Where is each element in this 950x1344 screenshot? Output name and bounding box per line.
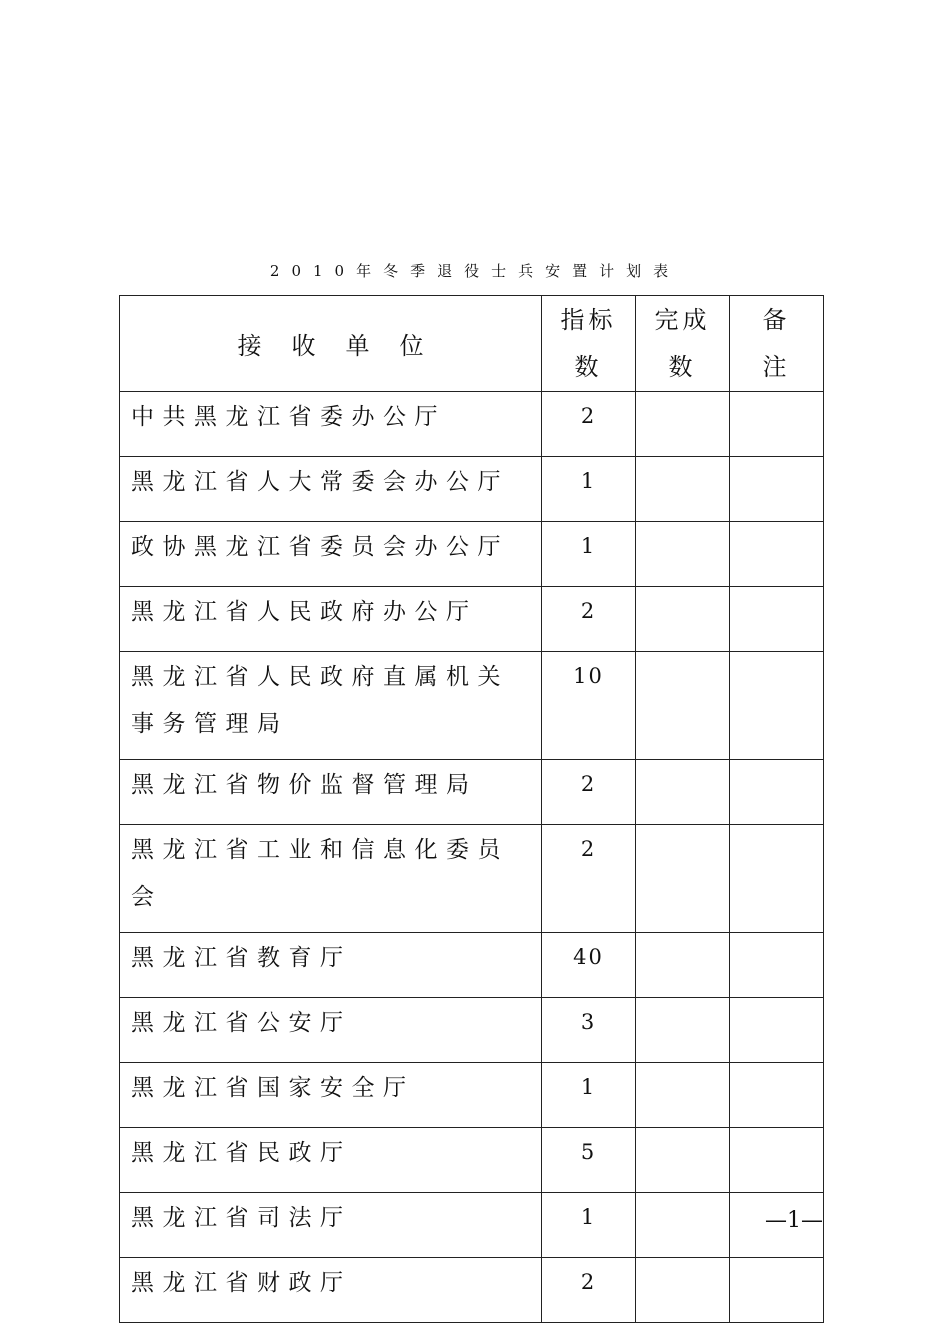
quota-cell: 2 [542,587,636,652]
quota-cell: 1 [542,522,636,587]
done-cell [636,457,730,522]
done-cell [636,1258,730,1323]
done-cell [636,587,730,652]
unit-cell: 黑龙江省司法厅 [120,1193,542,1258]
remark-cell [730,1128,824,1193]
remark-cell [730,1063,824,1128]
table-row [120,392,824,457]
page-number: —1— [765,1208,823,1233]
header-unit [120,296,542,392]
quota-cell: 40 [542,933,636,998]
header-remark-line2: 注 [762,352,791,381]
quota-cell: 1 [542,457,636,522]
remark-cell [730,1258,824,1323]
table-row [120,998,824,1063]
table-row [120,1128,824,1193]
done-cell [636,522,730,587]
unit-cell: 黑龙江省人民政府办公厅 [120,587,542,652]
done-cell [636,652,730,760]
unit-cell: 黑龙江省公安厅 [120,998,542,1063]
header-quota [542,296,636,392]
header-quota-line1: 指标 [560,305,617,334]
header-quota-line2: 数 [574,352,603,381]
table-row [120,522,824,587]
placement-plan-table [119,295,824,1323]
table-row [120,652,824,760]
table-row [120,933,824,998]
remark-cell [730,457,824,522]
done-cell [636,1128,730,1193]
quota-cell: 2 [542,392,636,457]
done-cell [636,392,730,457]
done-cell [636,1063,730,1128]
remark-cell [730,760,824,825]
quota-cell: 2 [542,1258,636,1323]
document-title: 2010年冬季退役士兵安置计划表 [269,262,681,280]
quota-cell: 2 [542,825,636,933]
unit-cell: 黑龙江省教育厅 [120,933,542,998]
table-row [120,587,824,652]
remark-cell [730,652,824,760]
done-cell [636,825,730,933]
remark-cell [730,998,824,1063]
quota-cell: 3 [542,998,636,1063]
quota-cell: 10 [542,652,636,760]
table-row [120,1063,824,1128]
unit-cell: 黑龙江省财政厅 [120,1258,542,1323]
done-cell [636,998,730,1063]
done-cell [636,933,730,998]
quota-cell: 5 [542,1128,636,1193]
header-done-line1: 完成 [654,305,711,334]
remark-cell [730,933,824,998]
remark-cell [730,522,824,587]
table-header-row [120,296,824,392]
unit-cell: 黑龙江省人大常委会办公厅 [120,457,542,522]
unit-cell: 黑龙江省工业和信息化委员会 [120,825,542,933]
table-row [120,1193,824,1258]
header-done [636,296,730,392]
quota-cell: 2 [542,760,636,825]
done-cell [636,760,730,825]
unit-cell: 黑龙江省物价监督管理局 [120,760,542,825]
unit-cell: 黑龙江省民政厅 [120,1128,542,1193]
quota-cell: 1 [542,1193,636,1258]
table-row [120,825,824,933]
quota-cell: 1 [542,1063,636,1128]
remark-cell [730,392,824,457]
header-remark-line1: 备 [762,305,791,334]
header-remark [730,296,824,392]
unit-cell: 中共黑龙江省委办公厅 [120,392,542,457]
unit-cell: 政协黑龙江省委员会办公厅 [120,522,542,587]
header-unit-label: 接收单位 [237,332,454,360]
remark-cell [730,825,824,933]
unit-cell: 黑龙江省国家安全厅 [120,1063,542,1128]
remark-cell [730,587,824,652]
unit-cell: 黑龙江省人民政府直属机关事务管理局 [120,652,542,760]
header-done-line2: 数 [668,352,697,381]
done-cell [636,1193,730,1258]
table-row [120,457,824,522]
table-row [120,1258,824,1323]
table-row [120,760,824,825]
